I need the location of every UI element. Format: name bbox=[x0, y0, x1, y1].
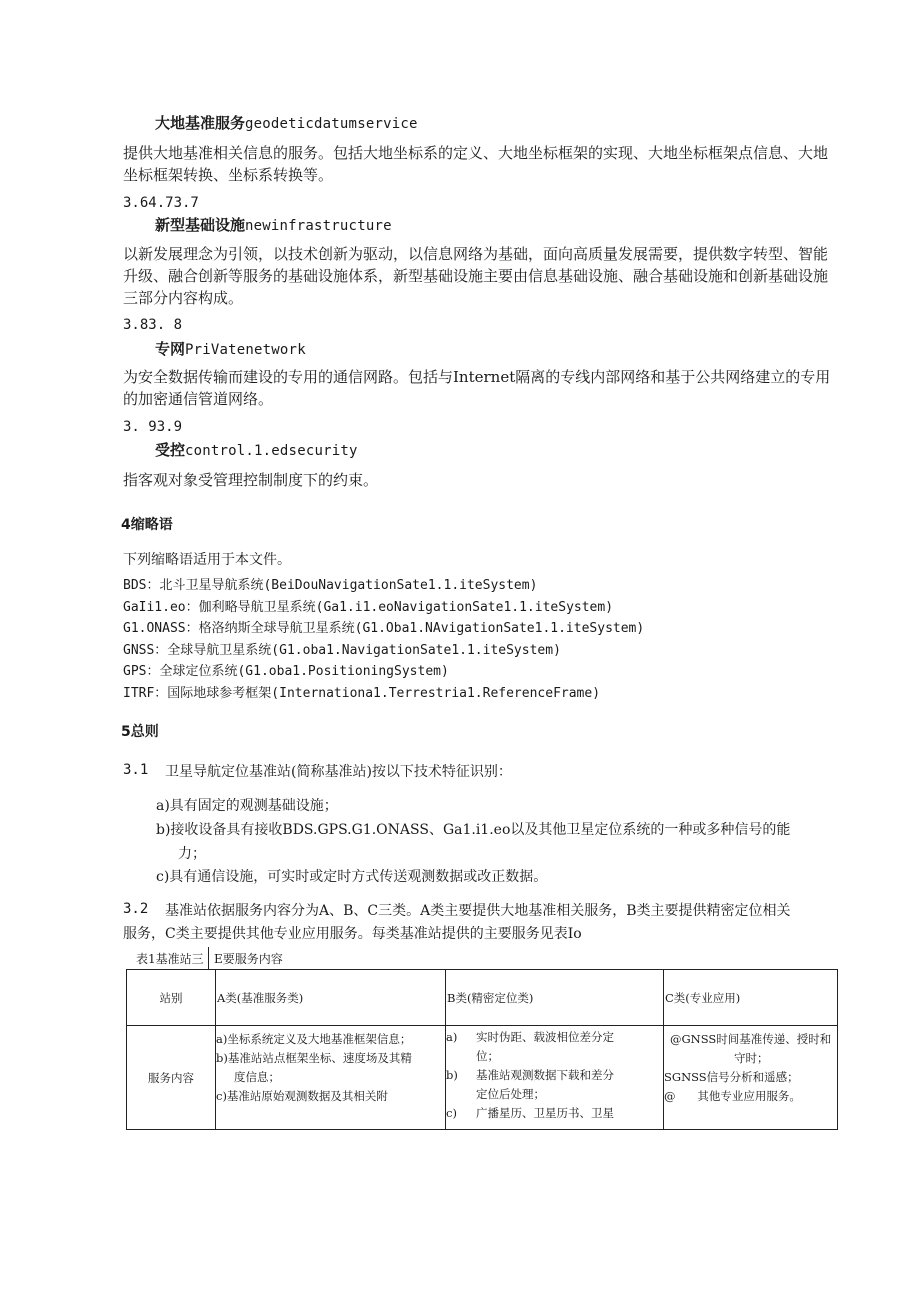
cell-line: a)坐标系统定义及大地基准框架信息； bbox=[216, 1032, 412, 1046]
row-label: 服务内容 bbox=[127, 1026, 216, 1130]
list-item: b)接收设备具有接收BDS.GPS.G1.ONASS、Ga1.i1.eo以及其他卫星定位系统的一种或多种信号的能 bbox=[156, 822, 791, 838]
item-text: 定位后处理； bbox=[476, 1087, 545, 1101]
term-definition: 指客观对象受管理控制制度下的约束。 bbox=[123, 471, 379, 489]
item-mark bbox=[446, 1085, 476, 1104]
section-heading: 5总则 bbox=[121, 724, 159, 740]
abbreviation-item: GaIi1.eo：伽利略导航卫星系统(Ga1.i1.eoNavigationSate1.1.iteSystem) bbox=[123, 600, 614, 615]
header-cell: A类(基准服务类) bbox=[216, 970, 446, 1026]
table-header-row bbox=[127, 970, 838, 1026]
term-chinese: 受控 bbox=[155, 441, 186, 459]
cell-class-b bbox=[446, 1026, 664, 1130]
clause-number: 3.2 bbox=[123, 901, 149, 917]
abbreviation-item: G1.ONASS：格洛纳斯全球导航卫星系统(G1.Oba1.NAvigationSate1.1.iteSystem) bbox=[123, 621, 645, 636]
item-mark: b) bbox=[446, 1068, 458, 1082]
term-title bbox=[155, 214, 392, 235]
abbreviation-item: ITRF：国际地球参考框架(Internationa1.Terrestria1.ReferenceFrame) bbox=[123, 686, 601, 701]
cell-class-c bbox=[664, 1026, 838, 1130]
abbreviation-item: GNSS：全球导航卫星系统(G1.oba1.NavigationSate1.1.iteSystem) bbox=[123, 643, 561, 658]
section-intro: 下列缩略语适用于本文件。 bbox=[123, 552, 291, 568]
term-title bbox=[155, 112, 418, 133]
list-item-continuation: 力； bbox=[178, 846, 206, 862]
list-item: c)具有通信设施，可实时或定时方式传送观测数据或改正数据。 bbox=[156, 869, 548, 885]
item-text: 位； bbox=[476, 1049, 499, 1063]
item-mark: a) bbox=[446, 1030, 458, 1044]
clause-number: 3.64.73.7 bbox=[123, 195, 199, 211]
item-mark bbox=[446, 1047, 476, 1066]
header-cell: C类(专业应用) bbox=[664, 970, 838, 1026]
term-chinese: 专网 bbox=[155, 340, 186, 358]
caption-divider bbox=[208, 947, 209, 969]
cell-class-a bbox=[216, 1026, 446, 1130]
cell-line: SGNSS信号分析和遥感； bbox=[664, 1070, 799, 1084]
cell-line bbox=[446, 1066, 663, 1085]
cell-line: 守时； bbox=[734, 1051, 769, 1065]
clause-text: 卫星导航定位基准站(简称基准站)按以下技术特征识别： bbox=[165, 764, 512, 780]
abbreviation-item: GPS：全球定位系统(G1.oba1.PositioningSystem) bbox=[123, 664, 449, 679]
header-cell: 站别 bbox=[127, 970, 216, 1026]
term-title bbox=[155, 338, 306, 359]
clause-number: 3. 93.9 bbox=[123, 419, 183, 435]
item-mark: c) bbox=[446, 1106, 457, 1120]
cell-line bbox=[446, 1047, 663, 1066]
term-english: control.1.edsecurity bbox=[185, 443, 358, 459]
item-text: 广播星历、卫星历书、卫星 bbox=[476, 1106, 614, 1120]
term-english: geodeticdatumservice bbox=[245, 116, 418, 132]
caption-right: E要服务内容 bbox=[214, 952, 283, 966]
table-row bbox=[127, 1026, 838, 1130]
cell-line: @GNSS时间基准传递、授时和 bbox=[670, 1032, 832, 1046]
table-caption bbox=[136, 950, 204, 967]
cell-line: @ 其他专业应用服务。 bbox=[664, 1089, 801, 1103]
service-table bbox=[126, 969, 838, 1130]
cell-line: b)基准站站点框架坐标、速度场及其精 bbox=[216, 1051, 412, 1065]
term-chinese: 新型基础设施 bbox=[155, 216, 246, 234]
term-english: newinfrastructure bbox=[245, 218, 392, 234]
cell-line: c)基准站原始观测数据及其相关附 bbox=[216, 1089, 388, 1103]
term-chinese: 大地基准服务 bbox=[155, 114, 246, 132]
section-heading: 4缩略语 bbox=[121, 517, 173, 533]
clause-text: 服务，C类主要提供其他专业应用服务。每类基准站提供的主要服务见表Io bbox=[123, 926, 582, 942]
clause-text: 基准站依据服务内容分为A、B、C三类。A类主要提供大地基准相关服务，B类主要提供精密定位相关 bbox=[165, 903, 791, 919]
term-definition: 以新发展理念为引领，以技术创新为驱动，以信息网络为基础，面向高质量发展需要，提供数字转型、智能升级、融合创新等服务的基础设施体系，新型基础设施主要由信息基础设施、融合基础设施和创新基础设施三部分内容构成。 bbox=[123, 245, 829, 307]
term-definition: 为安全数据传输而建设的专用的通信网路。包括与Internet隔离的专线内部网络和基于公共网络建立的专用的加密通信管道网络。 bbox=[123, 368, 831, 408]
clause-number: 3.1 bbox=[123, 762, 149, 778]
clause-number: 3.83. 8 bbox=[123, 317, 183, 333]
header-cell: B类(精密定位类) bbox=[446, 970, 664, 1026]
list-item: a)具有固定的观测基础设施； bbox=[156, 798, 338, 814]
term-definition: 提供大地基准相关信息的服务。包括大地坐标系的定义、大地坐标框架的实现、大地坐标框架点信息、大地坐标框架转换、坐标系转换等。 bbox=[123, 144, 829, 184]
item-text: 基准站观测数据下载和差分 bbox=[476, 1068, 614, 1082]
caption-left: 表1基准站三 bbox=[136, 952, 204, 966]
item-text: 实时伪距、载波相位差分定 bbox=[476, 1030, 614, 1044]
term-english: PriVatenetwork bbox=[185, 342, 306, 358]
abbreviation-item: BDS：北斗卫星导航系统(BeiDouNavigationSate1.1.iteSystem) bbox=[123, 578, 538, 593]
cell-line bbox=[446, 1028, 663, 1047]
term-title bbox=[155, 439, 358, 460]
cell-line: 度信息； bbox=[234, 1070, 280, 1084]
cell-line bbox=[446, 1104, 663, 1123]
cell-line bbox=[446, 1085, 663, 1104]
